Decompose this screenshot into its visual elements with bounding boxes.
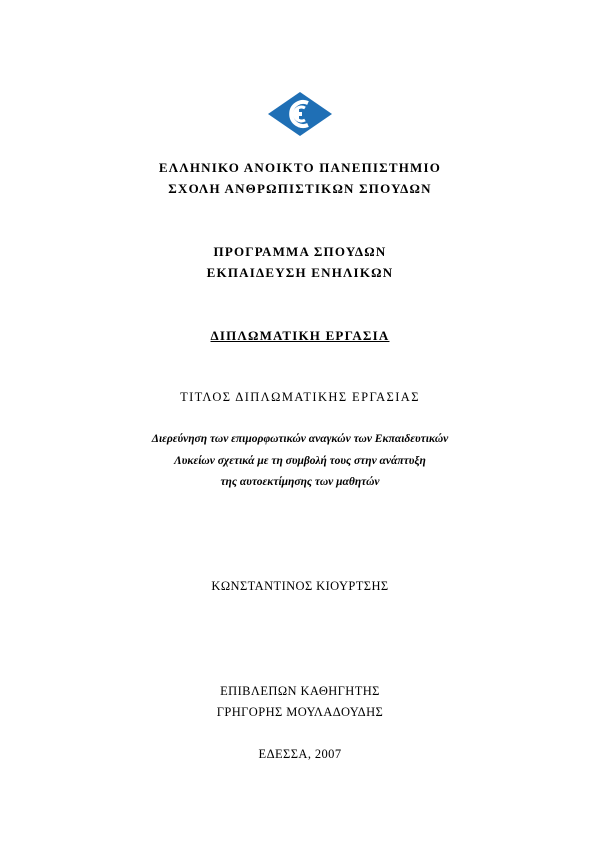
program-label: ΠΡΟΓΡΑΜΜΑ ΣΠΟΥΔΩΝ: [213, 244, 387, 259]
author-name: ΚΩΝΣΤΑΝΤΙΝΟΣ ΚΙΟΥΡΤΣΗΣ: [211, 579, 389, 593]
university-name: ΕΛΛΗΝΙΚΟ ΑΝΟΙΚΤΟ ΠΑΝΕΠΙΣΤΗΜΙΟ: [158, 160, 442, 175]
thesis-title-line: Διερεύνηση των επιμορφωτικών αναγκών των Εκπαιδευτικών: [151, 433, 449, 445]
open-university-logo-icon: [268, 92, 332, 136]
thesis-title-heading: ΤΙΤΛΟΣ ΔΙΠΛΩΜΑΤΙΚΗΣ ΕΡΓΑΣΙΑΣ: [180, 390, 420, 404]
supervisor-name: ΓΡΗΓΟΡΗΣ ΜΟΥΛΑΔΟΥΔΗΣ: [216, 705, 384, 719]
thesis-title-line: Λυκείων σχετικά με τη συμβολή τους στην ανάπτυξη: [174, 455, 426, 467]
supervisor-label: ΕΠΙΒΛΕΠΩΝ ΚΑΘΗΓΗΤΗΣ: [220, 684, 380, 698]
place-date: ΕΔΕΣΣΑ, 2007: [258, 747, 342, 761]
document-type: ΔΙΠΛΩΜΑΤΙΚΗ ΕΡΓΑΣΙΑ: [210, 328, 390, 343]
program-name: ΕΚΠΑΙΔΕΥΣΗ ΕΝΗΛΙΚΩΝ: [206, 265, 394, 280]
school-name: ΣΧΟΛΗ ΑΝΘΡΩΠΙΣΤΙΚΩΝ ΣΠΟΥΔΩΝ: [168, 181, 432, 196]
thesis-title-line: της αυτοεκτίμησης των μαθητών: [220, 476, 380, 488]
